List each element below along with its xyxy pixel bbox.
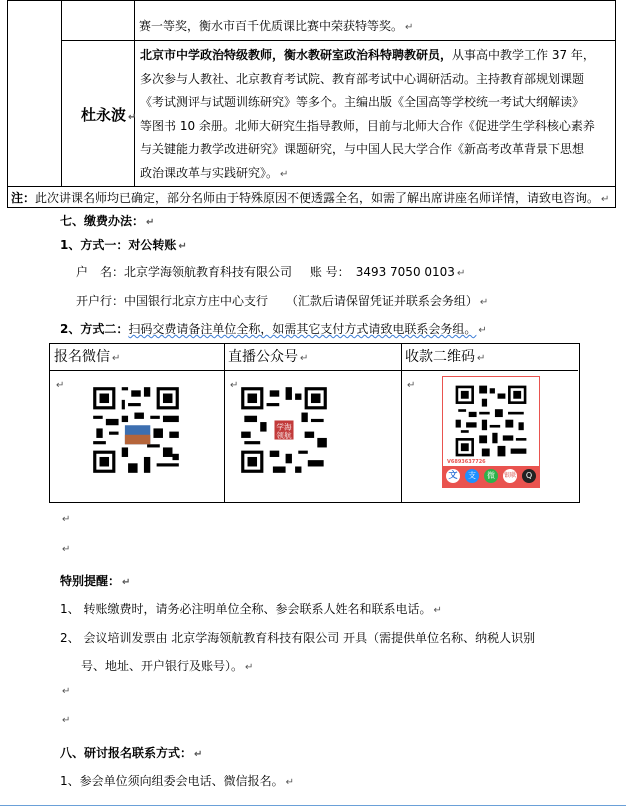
qr-col-header-wechat: 报名微信 ↵ (50, 344, 224, 371)
blank-line: ↵ (62, 514, 71, 525)
wen-icon: 文 (446, 469, 460, 483)
speaker-bio: 北京市中学政治特级教师，衡水教研室政治科特聘教研员，从事高中教学工作 37 年， 多次参与人教社、北京教育考试院、教育部考试中心调研活动。主持教育部规划课题 《考试测评与试题训练研究》等多个。主编出版《全国高等学校统一考试大纲解读》 等图书 10 余册。北师大研究生指导教师，目前与北师大合作《促进学生学科核心素养 与关键能力教学改进研究》课题研究，与中国人民大学合作《新高考改革背景下思想 政治课改革与实践研究》。 ↵ (140, 48, 595, 180)
payment-qr-card[interactable] (442, 376, 540, 488)
bank-line: 开户行：中国银行北京方庄中心支行 （汇款后请保留凭证并联系会务组） ↵ (76, 294, 489, 308)
contact-item-1: 1、参会单位须向组委会电话、微信报名。 ↵ (60, 774, 295, 788)
payment-qr-phone: V6893637726 (447, 459, 486, 465)
payment-heading: 七、缴费办法： ↵ (60, 214, 155, 228)
speaker-table (7, 0, 616, 207)
qr-logo-text-bottom: 领航 (276, 430, 292, 440)
alipay-icon: 支 (465, 469, 479, 483)
table-note: 注：此次讲课名师均已确定，部分名师由于特殊原因不便透露全名，如需了解出席讲座名师详情，请致电咨询。 ↵ (11, 191, 610, 205)
pay-icons-row (446, 469, 536, 483)
wechat-icon: 微 (484, 469, 498, 483)
live-account-qr[interactable] (238, 384, 330, 476)
reminder-item-1: 1、 转账缴费时，请务必注明单位全称、参会联系人姓名和联系电话。 ↵ (60, 602, 442, 616)
blank-line: ↵ (62, 686, 71, 697)
page-bottom-rule (0, 805, 626, 806)
speaker-name: 杜永波 ↵ (81, 106, 137, 124)
previous-row-text: 赛一等奖，衡水市百千优质课比赛中荣获特等奖。 ↵ (139, 19, 414, 33)
unionpay-icon: 银联 (503, 469, 517, 483)
payment-method-1: 1、方式一：对公转账 ↵ (60, 238, 187, 252)
reminder-heading: 特别提醒： ↵ (60, 574, 131, 588)
qr-col-header-live: 直播公众号 ↵ (224, 344, 401, 371)
reminder-item-2-cont: 号、地址、开户银行及账号）。 ↵ (81, 659, 254, 673)
signup-wechat-qr[interactable] (90, 384, 182, 476)
qr-logo-text-top: 学海 (276, 422, 292, 432)
blank-line: ↵ (62, 715, 71, 726)
payment-method-2: 2、方式二：扫码交费请备注单位全称，如需其它支付方式请致电联系会务组。 ↵ (60, 322, 487, 336)
account-name-line: 户 名：北京学海领航教育科技有限公司 账 号： 3493 7050 0103 ↵ (76, 265, 466, 279)
qq-icon: Q (522, 469, 536, 483)
reminder-item-2: 2、 会议培训发票由 北京学海领航教育科技有限公司 开具（需提供单位名称、纳税人识别 (60, 631, 536, 645)
blank-line: ↵ (62, 544, 71, 555)
qr-col-header-payment: 收款二维码 ↵ (401, 344, 578, 371)
qr-code-table: 报名微信 ↵ ↵ 直播公众号 ↵ ↵ 学海 领航 收款二维码 ↵ ↵ V6893637726 文 支 微 银联 Q (49, 343, 580, 503)
contact-heading: 八、研讨报名联系方式： ↵ (60, 746, 203, 760)
payment-qr[interactable] (453, 383, 529, 459)
